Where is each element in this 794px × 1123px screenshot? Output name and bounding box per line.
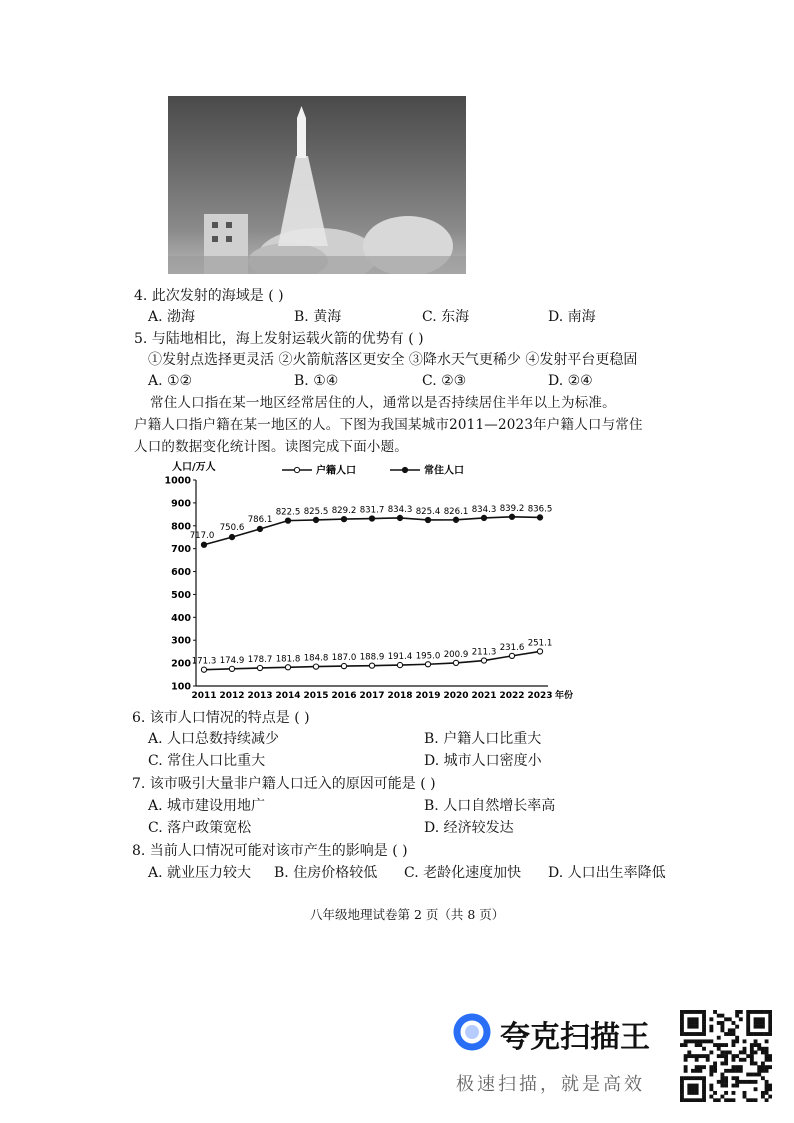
question-5-option-b: B. ①④ — [294, 373, 339, 389]
point-户籍人口-2021 — [481, 658, 486, 663]
x-tick-label-2023: 2023 — [527, 691, 553, 701]
qr-code-icon[interactable] — [680, 1010, 772, 1102]
data-label-常住人口-2014: 822.5 — [275, 507, 301, 518]
question-6-option-c: C. 常住人口比重大 — [148, 753, 266, 769]
question-8-option-a: A. 就业压力较大 — [148, 865, 252, 881]
question-4-option-c: C. 东海 — [422, 309, 470, 325]
y-tick-label-0: 100 — [171, 681, 191, 693]
data-label-常住人口-2015: 825.5 — [303, 506, 329, 517]
point-常住人口-2013 — [257, 526, 262, 531]
x-tick-label-2018: 2018 — [387, 691, 413, 701]
y-tick-label-8: 900 — [171, 498, 191, 510]
point-户籍人口-2015 — [313, 664, 318, 669]
data-label-常住人口-2020: 826.1 — [443, 506, 469, 517]
y-tick-label-2: 300 — [171, 635, 191, 647]
data-label-户籍人口-2013: 178.7 — [247, 654, 273, 665]
question-6-option-b: B. 户籍人口比重大 — [424, 731, 542, 747]
rocket-launch-illustration — [168, 96, 466, 274]
question-8-option-b: B. 住房价格较低 — [274, 865, 378, 881]
data-label-户籍人口-2022: 231.6 — [499, 642, 525, 653]
x-tick-label-2019: 2019 — [415, 691, 441, 701]
page-footer: 八年级地理试卷第 2 页（共 8 页） — [310, 907, 505, 922]
data-label-常住人口-2012: 750.6 — [219, 523, 245, 534]
point-常住人口-2016 — [341, 516, 346, 521]
data-label-户籍人口-2014: 181.8 — [275, 654, 301, 665]
point-户籍人口-2012 — [229, 666, 234, 671]
data-label-常住人口-2013: 786.1 — [247, 514, 273, 525]
question-4-option-a: A. 渤海 — [148, 309, 196, 325]
point-常住人口-2018 — [397, 515, 402, 520]
watermark-brand-name: 夸克扫描王 — [500, 1020, 650, 1055]
y-tick-label-7: 800 — [171, 521, 191, 533]
question-7-option-c: C. 落户政策宽松 — [148, 820, 252, 836]
point-常住人口-2015 — [313, 517, 318, 522]
point-常住人口-2020 — [453, 517, 458, 522]
y-tick-label-4: 500 — [171, 589, 191, 601]
data-label-户籍人口-2021: 211.3 — [471, 647, 497, 658]
data-label-常住人口-2017: 831.7 — [359, 505, 385, 516]
legend-marker-1 — [402, 467, 407, 472]
point-常住人口-2023 — [537, 515, 542, 520]
population-line-chart — [150, 458, 590, 702]
point-户籍人口-2017 — [369, 663, 374, 668]
data-label-常住人口-2021: 834.3 — [471, 504, 497, 515]
x-tick-label-2022: 2022 — [499, 691, 525, 701]
question-4-option-d: D. 南海 — [548, 309, 596, 325]
question-5-option-c: C. ②③ — [422, 373, 467, 389]
legend-label-常住人口: 常住人口 — [424, 465, 464, 477]
passage-line-3: 人口的数据变化统计图。读图完成下面小题。 — [134, 439, 408, 455]
point-常住人口-2011 — [201, 542, 206, 547]
x-tick-label-2011: 2011 — [191, 691, 217, 701]
x-axis-label: 年份 — [554, 691, 574, 701]
chart-legend — [282, 464, 464, 477]
data-label-常住人口-2011: 717.0 — [189, 530, 215, 541]
question-5-option-d: D. ②④ — [548, 373, 593, 389]
data-label-户籍人口-2018: 191.4 — [387, 652, 413, 663]
point-户籍人口-2014 — [285, 665, 290, 670]
data-label-户籍人口-2020: 200.9 — [443, 649, 469, 660]
question-4-stem: 4. 此次发射的海域是 ( ) — [134, 288, 284, 304]
y-axis-label: 人口/万人 — [172, 462, 216, 473]
x-tick-label-2020: 2020 — [443, 691, 469, 701]
question-7-option-b: B. 人口自然增长率高 — [424, 798, 556, 814]
data-label-户籍人口-2019: 195.0 — [415, 651, 441, 662]
passage-line-1: 常住人口指在某一地区经常居住的人，通常以是否持续居住半年以上为标准。 — [150, 395, 616, 411]
y-tick-label-5: 600 — [171, 567, 191, 579]
rocket-launch-photo — [168, 96, 466, 274]
data-label-户籍人口-2015: 184.8 — [303, 653, 329, 664]
x-tick-label-2013: 2013 — [247, 691, 273, 701]
passage-line-2: 户籍人口指户籍在某一地区的人。下图为我国某城市2011—2023年户籍人口与常住 — [134, 417, 643, 433]
point-常住人口-2014 — [285, 518, 290, 523]
x-tick-label-2016: 2016 — [331, 691, 357, 701]
watermark-slogan: 极速扫描，就是高效 — [456, 1074, 645, 1095]
point-常住人口-2019 — [425, 517, 430, 522]
point-户籍人口-2019 — [425, 662, 430, 667]
point-常住人口-2021 — [481, 515, 486, 520]
y-tick-label-3: 400 — [171, 612, 191, 624]
legend-label-户籍人口: 户籍人口 — [316, 465, 356, 477]
question-7-option-a: A. 城市建设用地广 — [148, 798, 266, 814]
data-label-常住人口-2019: 825.4 — [415, 506, 441, 517]
question-6-option-d: D. 城市人口密度小 — [424, 753, 542, 769]
legend-marker-0 — [294, 467, 299, 472]
data-label-户籍人口-2023: 251.1 — [527, 638, 553, 649]
point-户籍人口-2016 — [341, 663, 346, 668]
question-6-option-a: A. 人口总数持续减少 — [148, 731, 280, 747]
question-7-option-d: D. 经济较发达 — [424, 820, 514, 836]
x-tick-label-2012: 2012 — [219, 691, 245, 701]
data-label-常住人口-2023: 836.5 — [527, 504, 553, 515]
data-label-户籍人口-2017: 188.9 — [359, 652, 385, 663]
point-户籍人口-2022 — [509, 653, 514, 658]
question-5-option-a: A. ①② — [148, 373, 193, 389]
point-常住人口-2012 — [229, 534, 234, 539]
question-8-stem: 8. 当前人口情况可能对该市产生的影响是 ( ) — [132, 843, 408, 859]
y-tick-label-6: 700 — [171, 544, 191, 556]
data-label-户籍人口-2011: 171.3 — [191, 656, 217, 667]
question-5-choices: ①发射点选择更灵活 ②火箭航落区更安全 ③降水天气更稀少 ④发射平台更稳固 — [148, 352, 638, 368]
x-tick-label-2014: 2014 — [275, 691, 301, 701]
question-4-option-b: B. 黄海 — [294, 309, 342, 325]
question-7-stem: 7. 该市吸引大量非户籍人口迁入的原因可能是 ( ) — [132, 776, 436, 792]
question-5-stem: 5. 与陆地相比，海上发射运载火箭的优势有 ( ) — [134, 331, 424, 347]
data-label-户籍人口-2012: 174.9 — [219, 655, 245, 666]
data-label-常住人口-2018: 834.3 — [387, 504, 413, 515]
x-tick-label-2015: 2015 — [303, 691, 329, 701]
question-8-option-d: D. 人口出生率降低 — [548, 865, 666, 881]
data-label-户籍人口-2016: 187.0 — [331, 653, 357, 664]
point-常住人口-2017 — [369, 516, 374, 521]
point-户籍人口-2011 — [201, 667, 206, 672]
point-常住人口-2022 — [509, 514, 514, 519]
point-户籍人口-2020 — [453, 660, 458, 665]
point-户籍人口-2023 — [537, 649, 542, 654]
data-label-常住人口-2016: 829.2 — [331, 506, 357, 517]
point-户籍人口-2013 — [257, 665, 262, 670]
y-tick-label-1: 200 — [171, 658, 191, 670]
point-户籍人口-2018 — [397, 662, 402, 667]
question-6-stem: 6. 该市人口情况的特点是 ( ) — [132, 710, 310, 726]
x-tick-label-2017: 2017 — [359, 691, 385, 701]
quark-scanner-logo-icon — [452, 1012, 492, 1052]
y-tick-label-9: 1000 — [164, 475, 191, 487]
question-8-option-c: C. 老龄化速度加快 — [404, 865, 522, 881]
x-tick-label-2021: 2021 — [471, 691, 497, 701]
data-label-常住人口-2022: 839.2 — [499, 503, 525, 514]
